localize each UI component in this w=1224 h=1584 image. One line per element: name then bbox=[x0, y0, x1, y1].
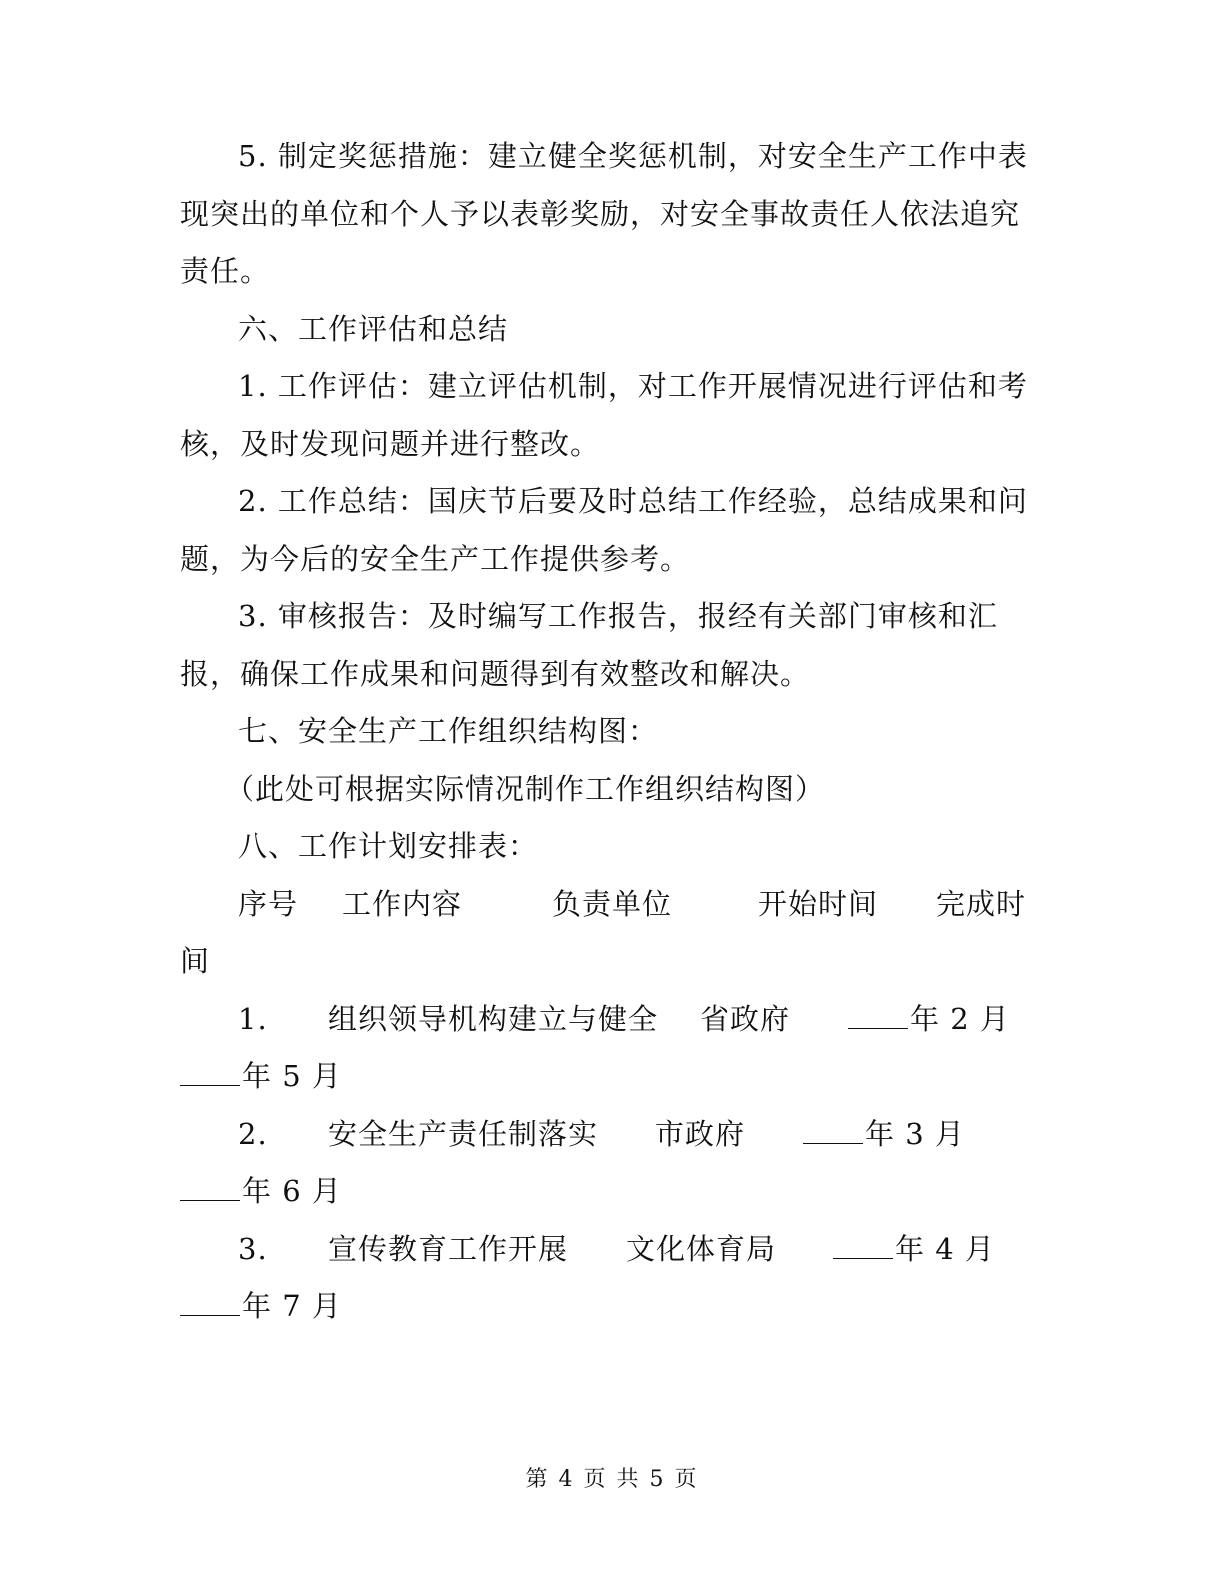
header-content: 工作内容 bbox=[342, 886, 463, 921]
header-seq: 序号 bbox=[238, 886, 299, 921]
plan-table-header bbox=[180, 876, 1030, 991]
row-unit: 省政府 bbox=[700, 1001, 791, 1036]
page-number-footer: 第 4 页 共 5 页 bbox=[525, 1467, 699, 1492]
paragraph-work-evaluation: 1. 工作评估：建立评估机制，对工作开展情况进行评估和考核，及时发现问题并进行整改。 bbox=[180, 369, 1028, 461]
table-row bbox=[180, 991, 1030, 1106]
row-end: 年 6 月 bbox=[180, 1163, 1030, 1221]
row-unit: 市政府 bbox=[655, 1116, 746, 1151]
row-seq: 1. bbox=[238, 1001, 268, 1036]
table-row bbox=[180, 1221, 1030, 1336]
header-start: 开始时间 bbox=[758, 886, 879, 921]
year-blank bbox=[803, 1121, 863, 1144]
row-content: 宣传教育工作开展 bbox=[328, 1231, 569, 1266]
document-body bbox=[180, 128, 1030, 1336]
section-heading-org-chart: 七、安全生产工作组织结构图： bbox=[238, 714, 659, 748]
paragraph-review-report: 3. 审核报告：及时编写工作报告，报经有关部门审核和汇报，确保工作成果和问题得到有效整改和解决。 bbox=[180, 599, 998, 691]
year-blank bbox=[180, 1063, 240, 1086]
paragraph-work-summary: 2. 工作总结：国庆节后要及时总结工作经验，总结成果和问题，为今后的安全生产工作提供参考。 bbox=[180, 484, 1028, 576]
row-unit: 文化体育局 bbox=[626, 1231, 777, 1266]
header-unit: 负责单位 bbox=[552, 886, 673, 921]
header-end: 完成时 bbox=[936, 886, 1027, 921]
section-heading-evaluation: 六、工作评估和总结 bbox=[238, 311, 509, 346]
row-seq: 2. bbox=[238, 1116, 268, 1151]
row-start: 年 3 月 bbox=[803, 1106, 965, 1164]
row-end: 年 5 月 bbox=[180, 1048, 1030, 1106]
year-blank bbox=[180, 1293, 240, 1316]
org-chart-note: （此处可根据实际情况制作工作组织结构图） bbox=[225, 771, 826, 806]
year-blank bbox=[833, 1236, 893, 1259]
year-blank bbox=[180, 1178, 240, 1201]
row-end: 年 7 月 bbox=[180, 1278, 1030, 1336]
year-blank bbox=[848, 1006, 908, 1029]
header-end-wrap: 间 bbox=[180, 944, 211, 978]
paragraph-reward-punishment: 5. 制定奖惩措施：建立健全奖惩机制，对安全生产工作中表现突出的单位和个人予以表彰奖励，对安全事故责任人依法追究责任。 bbox=[180, 139, 1028, 288]
row-content: 组织领导机构建立与健全 bbox=[328, 1001, 659, 1036]
table-row bbox=[180, 1106, 1030, 1221]
row-start: 年 4 月 bbox=[833, 1221, 995, 1279]
row-content: 安全生产责任制落实 bbox=[328, 1116, 599, 1151]
section-heading-work-plan: 八、工作计划安排表： bbox=[238, 829, 539, 863]
row-start: 年 2 月 bbox=[848, 991, 1010, 1049]
row-seq: 3. bbox=[238, 1231, 268, 1266]
